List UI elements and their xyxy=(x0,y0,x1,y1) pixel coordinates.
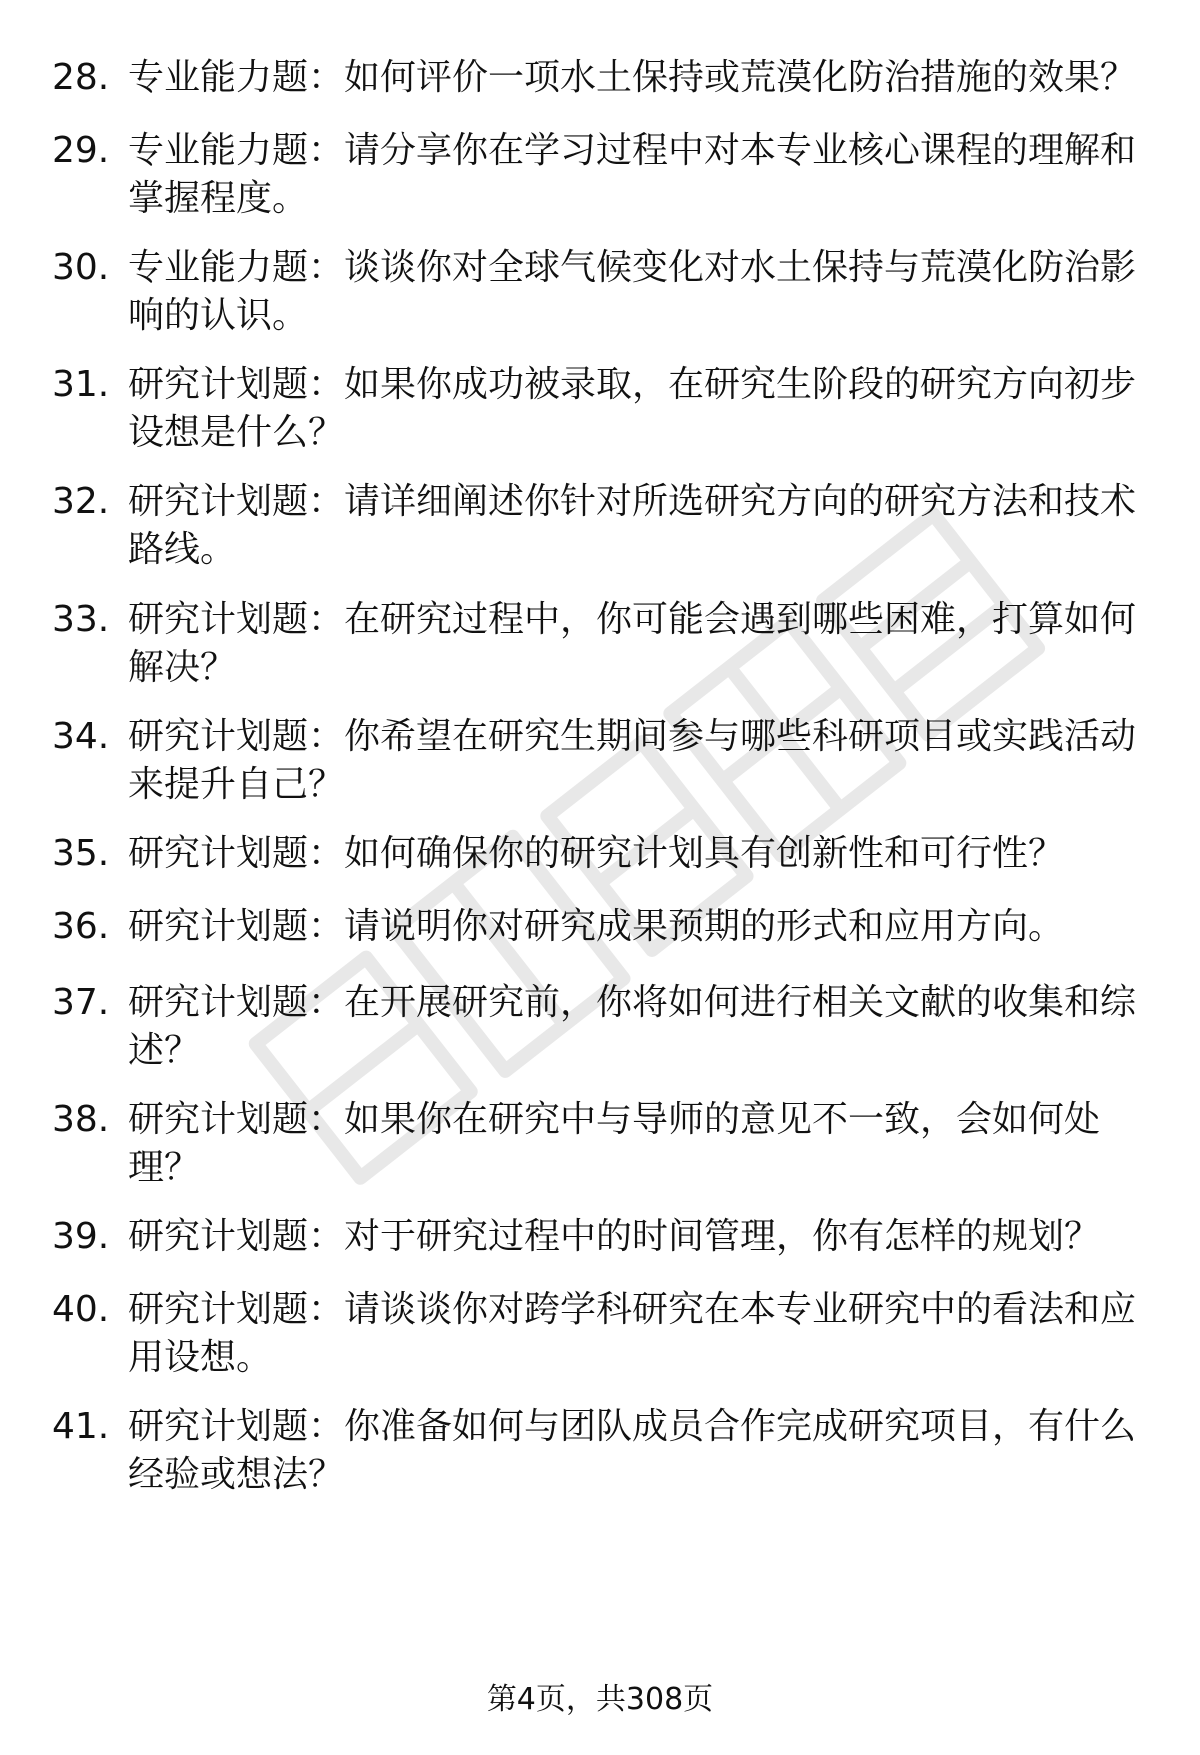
item-number: 30. xyxy=(52,247,110,288)
item-number: 40. xyxy=(52,1289,110,1330)
item-text: 研究计划题：对于研究过程中的时间管理，你有怎样的规划？ xyxy=(128,1216,1101,1257)
item-number: 29. xyxy=(52,130,110,171)
item-text: 研究计划题：在研究过程中，你可能会遇到哪些困难，打算如何解决？ xyxy=(128,599,1137,688)
item-number: 31. xyxy=(52,364,110,405)
item-number: 41. xyxy=(52,1406,110,1447)
item-text: 研究计划题：你准备如何与团队成员合作完成研究项目，有什么经验或想法？ xyxy=(128,1406,1137,1495)
item-text: 研究计划题：如果你在研究中与导师的意见不一致，会如何处理？ xyxy=(128,1099,1101,1188)
item-text: 专业能力题：请分享你在学习过程中对本专业核心课程的理解和掌握程度。 xyxy=(128,130,1137,219)
item-number: 38. xyxy=(52,1099,110,1140)
item-number: 28. xyxy=(52,57,110,98)
item-number: 33. xyxy=(52,599,110,640)
item-text: 研究计划题：请谈谈你对跨学科研究在本专业研究中的看法和应用设想。 xyxy=(128,1289,1137,1378)
item-text: 研究计划题：如何确保你的研究计划具有创新性和可行性？ xyxy=(128,833,1065,874)
item-number: 32. xyxy=(52,481,110,522)
item-text: 研究计划题：你希望在研究生期间参与哪些科研项目或实践活动来提升自己？ xyxy=(128,716,1137,805)
item-number: 39. xyxy=(52,1216,110,1257)
item-text: 专业能力题：如何评价一项水土保持或荒漠化防治措施的效果？ xyxy=(128,57,1137,98)
item-number: 35. xyxy=(52,833,110,874)
item-text: 研究计划题：请说明你对研究成果预期的形式和应用方向。 xyxy=(128,906,1065,947)
page-number: 第4页，共308页 xyxy=(486,1682,714,1717)
item-text: 研究计划题：请详细阐述你针对所选研究方向的研究方法和技术路线。 xyxy=(128,481,1137,570)
item-text: 专业能力题：谈谈你对全球气候变化对水土保持与荒漠化防治影响的认识。 xyxy=(128,247,1137,336)
item-text: 研究计划题：在开展研究前，你将如何进行相关文献的收集和综述？ xyxy=(128,982,1137,1071)
item-number: 36. xyxy=(52,906,110,947)
item-text: 研究计划题：如果你成功被录取，在研究生阶段的研究方向初步设想是什么？ xyxy=(128,364,1137,453)
item-number: 37. xyxy=(52,982,110,1023)
item-number: 34. xyxy=(52,716,110,757)
